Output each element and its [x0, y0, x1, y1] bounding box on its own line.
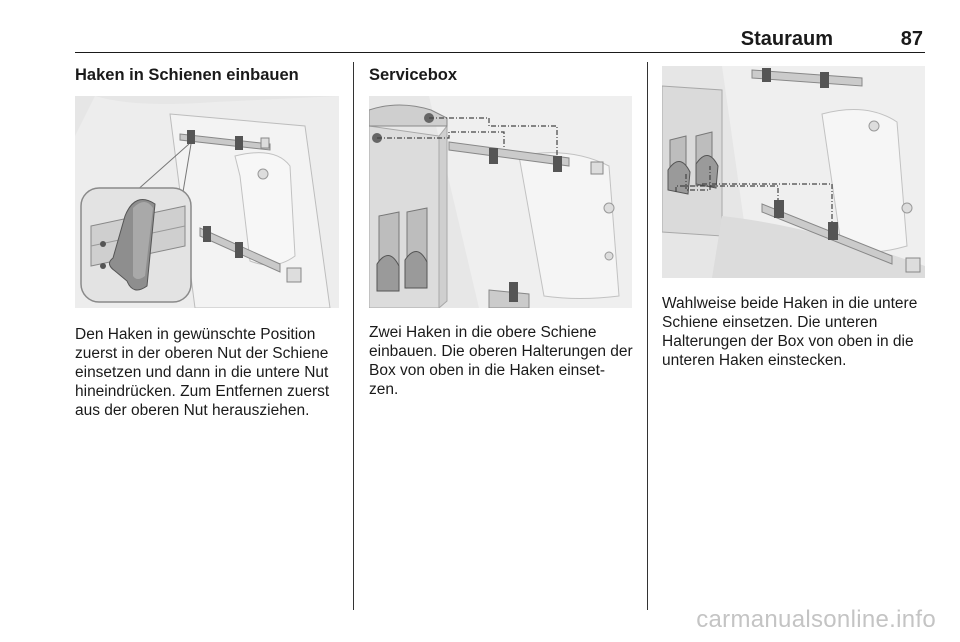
column-servicebox-lower [662, 62, 926, 370]
watermark: carmanualsonline.info [696, 606, 936, 633]
page-number: 87 [900, 28, 923, 50]
figure-servicebox-lower [662, 66, 925, 278]
column-divider [647, 62, 648, 610]
column-divider [353, 62, 354, 610]
column-hook-installation [75, 62, 339, 420]
figure-hook-in-rail [75, 96, 339, 308]
hook-rail-illustration [75, 96, 339, 308]
section-body: Zwei Haken in die obere Schiene einbauen. Die oberen Halterungen der Box von oben in die Haken einset-zen. [369, 324, 633, 398]
column-servicebox [369, 62, 633, 399]
page-title: Stauraum [740, 28, 833, 50]
section-heading: Servicebox [369, 66, 458, 84]
page-header [75, 26, 925, 53]
servicebox-upper-illustration [369, 96, 632, 308]
section-body: Wahlweise beide Haken in die untere Schiene einsetzen. Die unteren Halterungen der Box von oben in die unteren Haken einstecken. [662, 295, 918, 369]
section-heading: Haken in Schienen einbauen [75, 66, 299, 84]
section-body: Den Haken in gewünschte Position zuerst in der oberen Nut der Schiene einsetzen und dann in die untere Nut hineindrücken. Zum Entfernen zuerst aus der oberen Nut herausziehen. [75, 326, 330, 419]
figure-servicebox-upper [369, 96, 632, 308]
servicebox-lower-illustration [662, 66, 925, 278]
